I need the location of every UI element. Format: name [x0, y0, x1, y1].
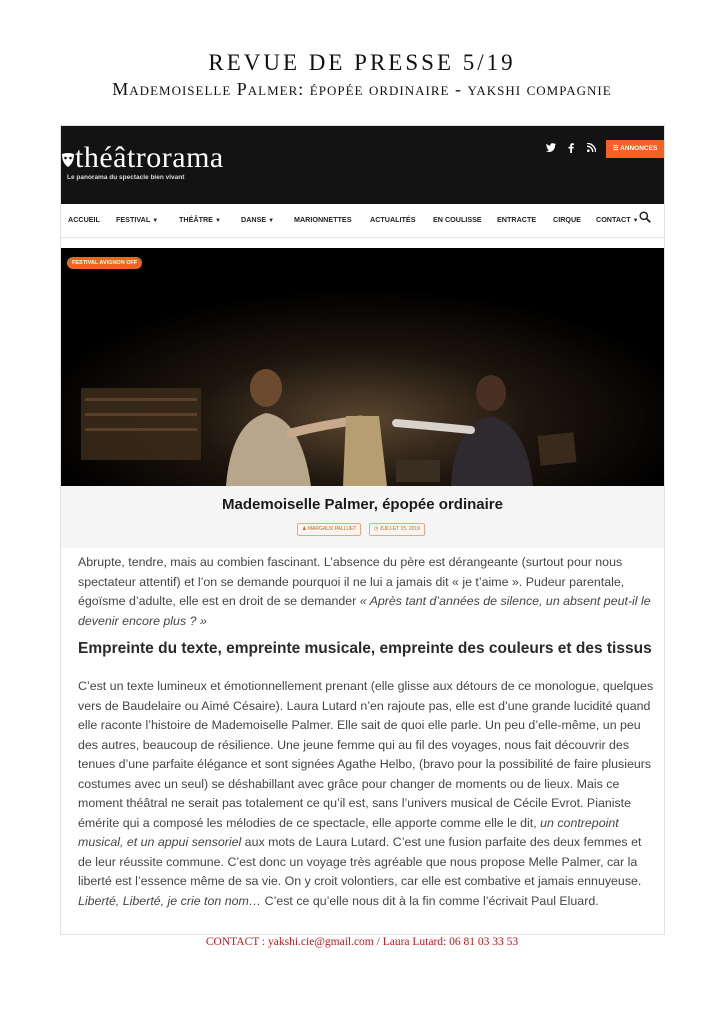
twitter-icon[interactable]	[546, 143, 556, 154]
nav-item-theatre[interactable]: THÉÂTRE ▼	[179, 215, 221, 224]
site-header	[61, 126, 664, 204]
site-tagline: Le panorama du spectacle bien vivant	[67, 174, 185, 181]
author-badge[interactable]: ♟ MARGAUX PALLUET	[297, 523, 361, 536]
contact-footer: CONTACT : yakshi.cie@gmail.com / Laura Lutard: 06 81 03 33 53	[205, 936, 519, 948]
search-icon[interactable]	[639, 211, 651, 226]
annonces-button[interactable]: ☰ ANNONCES	[606, 140, 664, 158]
document-title: REVUE DE PRESSE 5/19	[208, 50, 516, 75]
caret-down-icon: ▼	[268, 218, 275, 224]
hero-photo	[61, 248, 664, 486]
article-screenshot	[61, 126, 664, 934]
category-badge[interactable]: FESTIVAL AVIGNON OFF	[67, 257, 142, 269]
article-paragraph-1: Abrupte, tendre, mais au combien fascinant. L’absence du père est dérangeante (surtout pour nous spectateur attentif) et l’on se demande pourquoi il ne lui a jamais dit « je t’aime ». Pudeur parentale, égoïsme d’adulte, elle est en droit de se demander « Après tant d’années de silence, un absent peut-il le devenir encore plus ? »	[78, 555, 651, 628]
site-logo-text: théâtrorama	[75, 141, 224, 174]
nav-item-marionnettes[interactable]: MARIONNETTES	[294, 215, 352, 224]
caret-down-icon: ▼	[214, 218, 221, 224]
emphasis: un contrepoint musical, et un appui sensoriel	[78, 815, 619, 849]
nav-item-entracte[interactable]: ENTRACTE	[497, 215, 537, 224]
main-navigation	[61, 204, 664, 238]
nav-item-en-coulisse[interactable]: EN COULISSE	[433, 215, 482, 224]
facebook-icon[interactable]	[568, 143, 574, 155]
article-header	[61, 486, 664, 548]
emphasis: Liberté, Liberté, je crie ton nom…	[78, 893, 262, 908]
clock-icon: ◷	[374, 526, 379, 532]
article-title: Mademoiselle Palmer, épopée ordinaire	[222, 496, 503, 513]
caret-down-icon: ▼	[152, 218, 159, 224]
user-icon: ♟	[302, 526, 307, 532]
document-subtitle: Mademoiselle Palmer: épopée ordinaire - yakshi compagnie	[112, 79, 612, 99]
section-heading: Empreinte du texte, empreinte musicale, empreinte des couleurs et des tissus	[78, 640, 652, 657]
article-paragraph-2: C’est un texte lumineux et émotionnellement prenant (elle glisse aux détours de ce monologue, quelques vers de Baudelaire ou Aimé Césaire). Laura Lutard n’en rajoute pas, elle est d’une grande lucidité quand elle raconte l’histoire de Mademoiselle Palmer. Elle sait de quoi elle parle. Un peu d’elle-même, un peu des autres, beaucoup de résilience. Une jeune femme qui au fil des voyages, nous fait découvrir des tenues d’une parfaite élégance et sont signées Agathe Helbo, (bravo pour la possibilité de faire plusieurs costumes avec un seul) se déshabillant avec grâce pour changer de moments ou de lieux. Mais ce moment théâtral ne serait pas totalement ce qu’il est, sans l’univers musical de Cécile Evrot. Pianiste émérite qui a composé les mélodies de ce spectacle, elle apporte comme elle le dit, un contrepoint musical, et un appui sensoriel aux mots de Laura Lutard. C’est une fusion parfaite des deux femmes et de leur réussite commune. C’est donc un voyage très agréable que nous propose Melle Palmer, car la liberté est l’essence même de sa vie. On y croit volontiers, car elle est combative et jamais ennuyeuse. Liberté, Liberté, je crie ton nom… C’est ce qu’elle nous dit à la fin comme l’écrivait Paul Eluard.	[78, 679, 654, 908]
site-logo[interactable]	[61, 141, 224, 175]
nav-item-danse[interactable]: DANSE ▼	[241, 215, 275, 224]
nav-item-actualites[interactable]: ACTUALITÉS	[370, 215, 416, 224]
caret-down-icon: ▼	[632, 218, 639, 224]
rss-icon[interactable]	[587, 143, 596, 154]
nav-item-cirque[interactable]: CIRQUE	[553, 215, 581, 224]
menu-icon: ☰	[612, 145, 619, 152]
nav-item-accueil[interactable]: ACCUEIL	[68, 215, 100, 224]
stage-photo-illustration	[61, 248, 664, 486]
nav-item-contact[interactable]: CONTACT ▼	[596, 215, 639, 224]
date-badge: ◷ JUILLET 15, 2019	[369, 523, 425, 536]
mask-icon	[61, 152, 75, 168]
quote: « Après tant d’années de silence, un absent peut-il le devenir encore plus ? »	[78, 594, 651, 628]
nav-item-festival[interactable]: FESTIVAL ▼	[116, 215, 159, 224]
